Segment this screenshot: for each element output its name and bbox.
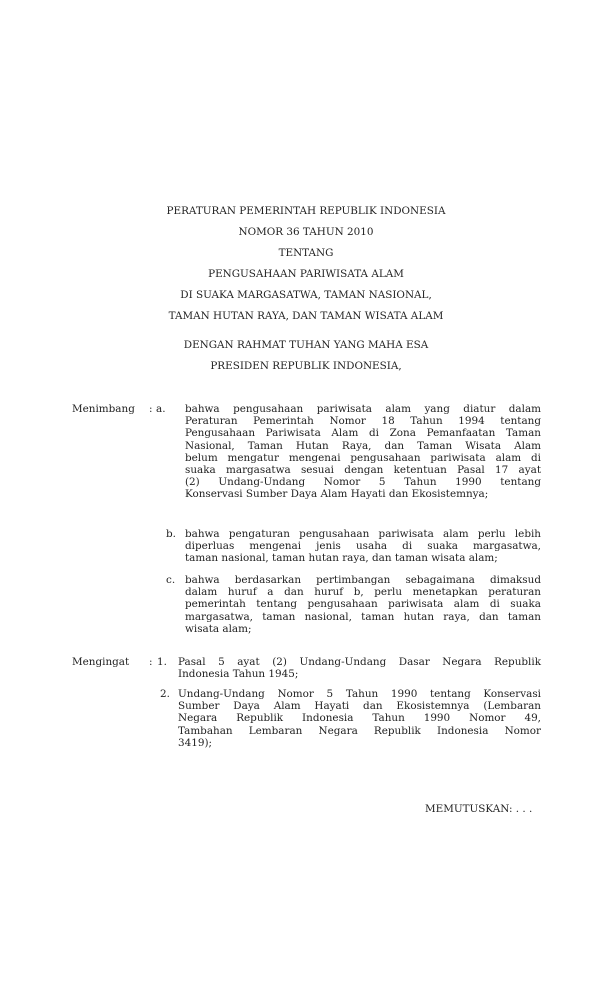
text-line: Peraturan Pemerintah Nomor 18 Tahun 1994 tentang [185,415,541,428]
title-line-6: TAMAN HUTAN RAYA, DAN TAMAN WISATA ALAM [168,310,444,322]
text-line: Sumber Daya Alam Hayati dan Ekosistemnya (Lembaran [178,700,541,713]
mengingat-marker-1: 1. [157,656,167,668]
continuation-marker: MEMUTUSKAN: . . . [425,803,533,815]
invocation-line-1: DENGAN RAHMAT TUHAN YANG MAHA ESA [183,339,429,351]
menimbang-marker-a: a. [156,403,166,415]
text-line: suaka margasatwa sesuai dengan ketentuan Pasal 17 ayat [185,463,541,476]
title-line-3: TENTANG [278,247,334,259]
text-line: taman nasional, taman hutan raya, dan taman wisata alam; [185,552,498,565]
mengingat-label: Mengingat [72,656,130,668]
text-line: belum mengatur mengenai pengusahaan pariwisata alam di [185,451,541,464]
title-line-4: PENGUSAHAAN PARIWISATA ALAM [208,268,404,280]
text-line: Indonesia Tahun 1945; [178,668,299,681]
menimbang-marker-b: b. [166,528,176,540]
mengingat-item-1 [178,656,541,680]
menimbang-marker-c: c. [166,574,176,586]
mengingat-colon: : [149,656,153,668]
text-line: bahwa berdasarkan pertimbangan sebagaimana dimaksud [185,574,541,586]
text-line: bahwa pengusahaan pariwisata alam yang diatur dalam [185,403,541,415]
title-line-2: NOMOR 36 TAHUN 2010 [238,226,374,238]
text-line: wisata alam; [185,622,252,635]
text-line: pemerintah tentang pengusahaan pariwisata alam di suaka [185,598,541,611]
text-line: Konservasi Sumber Daya Alam Hayati dan Ekosistemnya; [185,488,489,501]
text-line: Pasal 5 ayat (2) Undang-Undang Dasar Negara Republik [178,656,541,668]
mengingat-marker-2: 2. [160,688,170,700]
menimbang-colon: : [149,403,153,415]
text-line: diperluas mengenai jenis usaha di suaka margasatwa, [185,540,541,553]
title-line-5: DI SUAKA MARGASATWA, TAMAN NASIONAL, [180,289,432,301]
text-line: 3419); [178,736,212,749]
text-line: Pengusahaan Pariwisata Alam di Zona Pemanfaatan Taman [185,427,541,440]
menimbang-item-c [185,574,541,635]
text-line: Tambahan Lembaran Negara Republik Indonesia Nomor [178,724,541,737]
text-line: margasatwa, taman nasional, taman hutan raya, dan taman [185,610,541,623]
text-line: bahwa pengaturan pengusahaan pariwisata alam perlu lebih [185,528,541,540]
text-line: (2) Undang-Undang Nomor 5 Tahun 1990 tentang [185,476,541,489]
title-line-1: PERATURAN PEMERINTAH REPUBLIK INDONESIA [166,205,446,217]
menimbang-item-b [185,528,541,565]
text-line: Negara Republik Indonesia Tahun 1990 Nomor 49, [178,712,541,725]
text-line: Undang-Undang Nomor 5 Tahun 1990 tentang Konservasi [178,688,541,700]
text-line: Nasional, Taman Hutan Raya, dan Taman Wisata Alam [185,439,541,452]
menimbang-item-a [185,403,541,501]
text-line: dalam huruf a dan huruf b, perlu menetapkan peraturan [185,586,541,599]
invocation-line-2: PRESIDEN REPUBLIK INDONESIA, [210,360,402,372]
menimbang-label: Menimbang [72,403,135,415]
mengingat-item-2 [178,688,541,749]
